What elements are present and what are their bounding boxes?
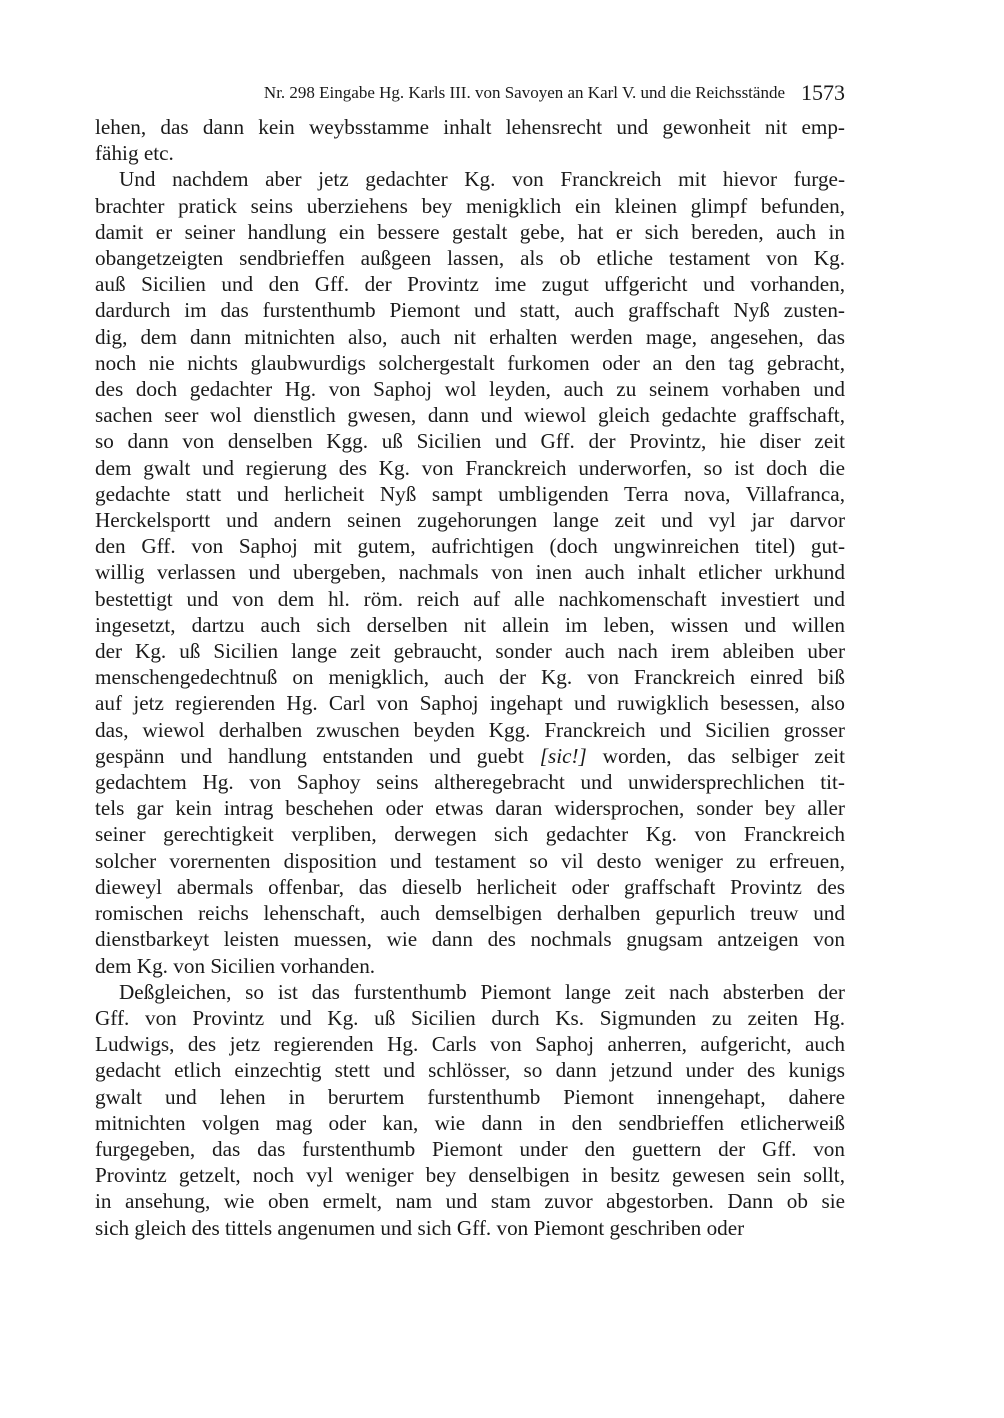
text-line: bestettigt und von dem hl. röm. reich auf alle nachkomenschaft investiert und <box>95 586 845 611</box>
running-head <box>95 76 845 110</box>
body-text <box>95 114 845 1241</box>
text-line: gespänn und handlung entstanden und guebt [sic!] worden, das selbiger zeit <box>95 743 845 768</box>
text-line: fähig etc. <box>95 141 174 166</box>
text-line: lehen, das dann kein weybsstamme inhalt lehensrecht und gewonheit nit emp- <box>95 115 845 139</box>
text-line: Herckelsportt und andern seinen zugehorungen lange zeit und vyl jar darvor <box>95 508 845 533</box>
text-line: menschengedechtnuß on menigklich, auch der Kg. von Franckreich einred biß <box>95 665 845 690</box>
text-line: Provintz getzelt, noch vyl weniger bey denselbigen in besitz gewesen sein sollt, <box>95 1163 845 1188</box>
text-line: mitnichten volgen mag oder kan, wie dann in den sendbrieffen etlicherweiß <box>95 1110 845 1135</box>
document-page <box>95 76 845 1241</box>
text-line: auf jetz regierenden Hg. Carl von Saphoj ingehapt und ruwigklich besessen, also <box>95 691 845 716</box>
paragraph <box>95 979 845 1241</box>
text-line: gedachtem Hg. von Saphoy seins altheregebracht und unwidersprechlichen tit- <box>95 770 845 795</box>
text-line: sachen seer wol dienstlich gwesen, dann und wiewol gleich gedachte graffschaft, <box>95 403 845 428</box>
text-line: den Gff. von Saphoj mit gutem, aufrichtigen (doch ungwinreichen titel) gut- <box>95 534 845 559</box>
text-line: gedachte statt und herlicheit Nyß sampt umbligenden Terra nova, Villafranca, <box>95 481 845 506</box>
text-line: auß Sicilien und den Gff. der Provintz ime zugut uffgericht und vorhanden, <box>95 272 845 297</box>
text-line: noch nie nichts glaubwurdigs solchergestalt furkomen oder an den tag gebracht, <box>95 350 845 375</box>
page-number: 1573 <box>801 80 845 105</box>
text-line: der Kg. uß Sicilien lange zeit gebraucht, sonder auch nach irem ableiben uber <box>95 639 845 664</box>
text-line: seiner gerechtigkeit verpliben, derwegen sich gedachter Kg. von Franckreich <box>95 822 845 847</box>
text-line: romischen reichs lehenschaft, auch demselbigen derhalben gepurlich treuw und <box>95 901 845 926</box>
running-head-title: Nr. 298 Eingabe Hg. Karls III. von Savoyen an Karl V. und die Reichsstände <box>263 83 785 102</box>
text-line: solcher vorernenten disposition und testament so vil desto weniger zu erfreuen, <box>95 848 845 873</box>
text-line: des doch gedachter Hg. von Saphoj wol leyden, auch zu seinem vorhaben und <box>95 377 845 402</box>
text-line: damit er seiner handlung ein bessere gestalt gebe, hat er sich bereden, auch in <box>95 219 845 244</box>
text-line: so dann von denselben Kgg. uß Sicilien und Gff. der Provintz, hie diser zeit <box>95 429 845 454</box>
text-line: brachter pratick seins uberziehens bey menigklich ein kleinen glimpf befunden, <box>95 193 845 218</box>
text-line: gedacht etlich einzechtig stett und schlösser, so dann jetzund under des kunigs <box>95 1058 845 1083</box>
text-line: dienstbarkeyt leisten muessen, wie dann des nochmals gnugsam antzeigen von <box>95 927 845 952</box>
text-line: willig verlassen und ubergeben, nachmals von inen auch inhalt etlicher urkhund <box>95 560 845 585</box>
text-line: furgegeben, das das furstenthumb Piemont under den guettern der Gff. von <box>95 1136 845 1161</box>
text-line: dieweyl abermals offenbar, das dieselb herlicheit oder graffschaft Provintz des <box>95 874 845 899</box>
text-line: Ludwigs, des jetz regierenden Hg. Carls von Saphoj anherren, aufgericht, auch <box>95 1032 845 1057</box>
text-line: Und nachdem aber jetz gedachter Kg. von Franckreich mit hievor furge- <box>119 167 845 192</box>
text-line: dardurch im das furstenthumb Piemont und statt, auch graffschaft Nyß zusten- <box>95 298 845 323</box>
text-line: ingesetzt, dartzu auch sich derselben nit allein im leben, wissen und willen <box>95 612 845 637</box>
text-line: tels gar kein intrag beschehen oder etwas daran widersprochen, sonder bey aller <box>95 796 845 821</box>
text-line: sich gleich des tittels angenumen und sich Gff. von Piemont geschriben oder <box>95 1215 745 1240</box>
paragraph <box>95 114 845 166</box>
paragraph <box>95 166 845 978</box>
text-line: dem Kg. von Sicilien vorhanden. <box>95 953 376 978</box>
editorial-note: [sic!] <box>539 743 587 768</box>
text-line: dem gwalt und regierung des Kg. von Franckreich underworfen, so ist doch die <box>95 455 845 480</box>
text-line: das, wiewol derhalben zwuschen beyden Kgg. Franckreich und Sicilien grosser <box>95 717 845 742</box>
text-line: Gff. von Provintz und Kg. uß Sicilien durch Ks. Sigmunden zu zeiten Hg. <box>95 1005 845 1030</box>
text-line: dig, dem dann mitnichten also, auch nit erhalten werden mage, angesehen, das <box>95 324 845 349</box>
text-line: obangetzeigten sendbrieffen außgeen lassen, als ob etliche testament von Kg. <box>95 246 845 271</box>
text-line: in ansehung, wie oben ermelt, nam und stam zuvor abgestorben. Dann ob sie <box>95 1189 845 1214</box>
text-line: gwalt und lehen in berurtem furstenthumb Piemont innengehapt, dahere <box>95 1084 845 1109</box>
text-line: Deßgleichen, so ist das furstenthumb Piemont lange zeit nach absterben der <box>119 979 845 1004</box>
